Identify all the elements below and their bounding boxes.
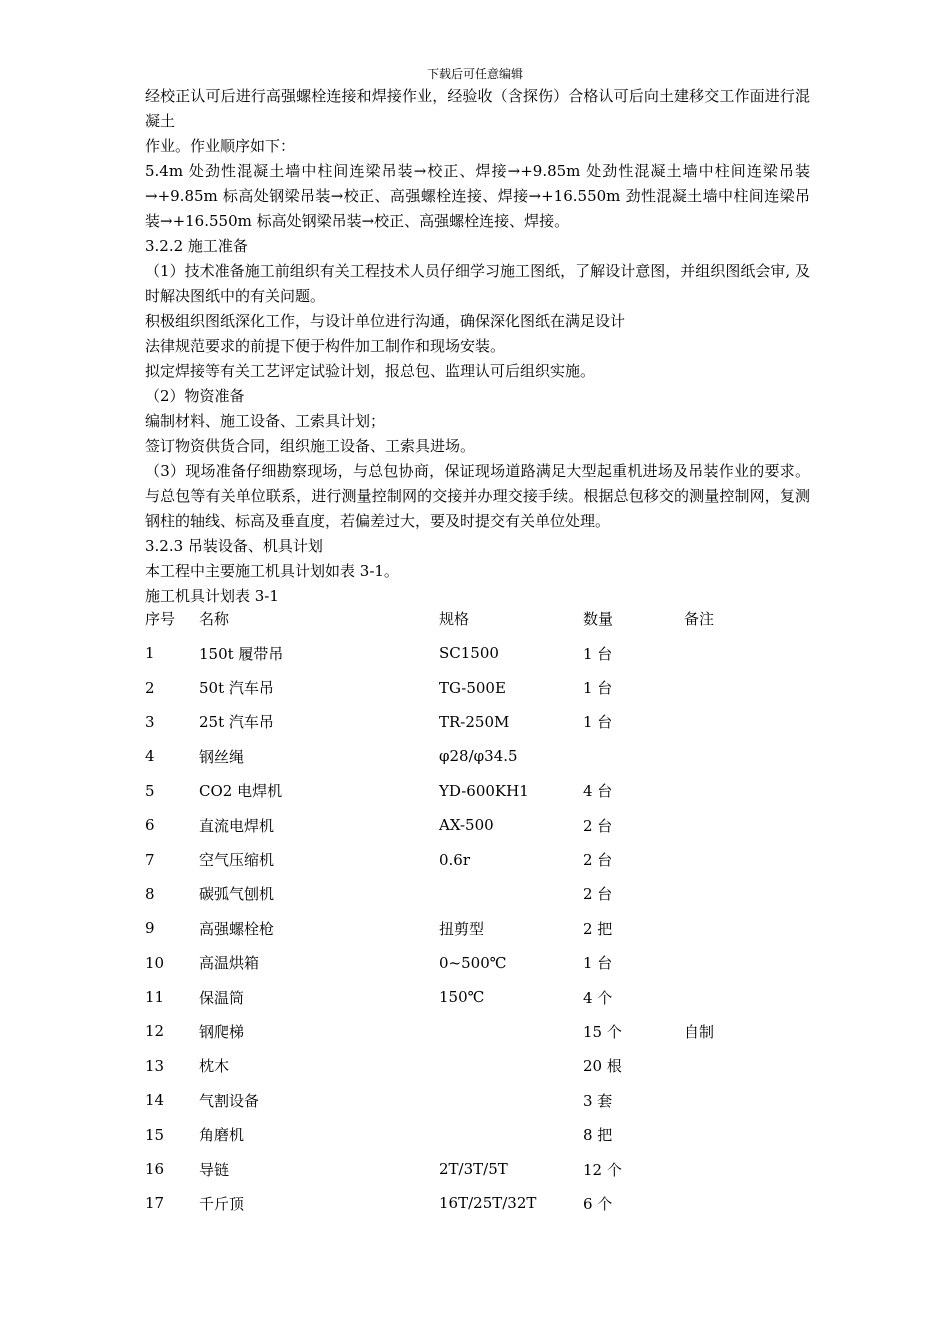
cell-quantity: 6 个 xyxy=(583,1194,613,1213)
header-cell-quantity: 数量 xyxy=(583,609,614,628)
cell-name: CO2 电焊机 xyxy=(199,782,283,801)
table-row xyxy=(145,911,804,945)
cell-remark xyxy=(684,1152,804,1186)
table-row xyxy=(145,1083,804,1117)
table-row xyxy=(145,636,804,670)
cell-remark xyxy=(684,636,804,670)
table-row xyxy=(145,808,804,842)
cell-spec xyxy=(439,1083,583,1117)
cell-spec: YD-600KH1 xyxy=(439,781,529,800)
cell-quantity: 3 套 xyxy=(583,1091,613,1110)
cell-name: 钢丝绳 xyxy=(199,747,245,766)
cell-spec: TG-500E xyxy=(439,678,506,697)
table-row xyxy=(145,1014,804,1048)
cell-spec: SC1500 xyxy=(439,644,499,663)
paragraph: 5.4m 处劲性混凝土墙中柱间连梁吊装→校正、焊接→+9.85m 处劲性混凝土墙中柱间连梁吊装→+9.85m 标高处钢梁吊装→校正、高强螺栓连接、焊接→+16.550m 劲性混凝土墙中柱间连梁吊装→+16.550m 标高处钢梁吊装→校正、高强螺栓连接、焊接。 xyxy=(145,162,810,230)
header-cell-index: 序号 xyxy=(145,609,176,628)
cell-quantity: 20 根 xyxy=(583,1057,622,1076)
cell-spec xyxy=(439,877,583,911)
cell-spec: AX-500 xyxy=(439,816,494,835)
cell-quantity xyxy=(583,739,684,773)
cell-name: 枕木 xyxy=(199,1057,230,1076)
cell-name: 25t 汽车吊 xyxy=(199,713,274,732)
header-cell-name: 名称 xyxy=(199,609,230,628)
paragraph: （1）技术准备施工前组织有关工程技术人员仔细学习施工图纸，了解设计意图，并组织图纸会审, 及时解决图纸中的有关问题。 xyxy=(145,262,810,305)
cell-name: 空气压缩机 xyxy=(199,851,275,870)
cell-remark xyxy=(684,739,804,773)
cell-remark xyxy=(684,842,804,876)
cell-remark xyxy=(684,774,804,808)
cell-quantity: 1 台 xyxy=(583,713,613,732)
cell-index: 6 xyxy=(145,816,155,835)
table-row xyxy=(145,739,804,773)
header-cell-remark: 备注 xyxy=(684,609,715,628)
cell-quantity: 4 个 xyxy=(583,988,613,1007)
cell-spec: φ28/φ34.5 xyxy=(439,747,518,766)
cell-name: 50t 汽车吊 xyxy=(199,679,274,698)
paragraph: 拟定焊接等有关工艺评定试验计划，报总包、监理认可后组织实施。 xyxy=(145,362,596,380)
cell-quantity: 2 把 xyxy=(583,919,613,938)
cell-index: 4 xyxy=(145,747,155,766)
paragraph: 经校正认可后进行高强螺栓连接和焊接作业，经验收（含探伤）合格认可后向土建移交工作面进行混凝土 xyxy=(145,87,810,130)
cell-spec: 0.6r xyxy=(439,850,471,869)
equipment-table xyxy=(145,600,804,1221)
table-row xyxy=(145,946,804,980)
cell-quantity: 1 台 xyxy=(583,644,613,663)
paragraph: （3）现场准备仔细勘察现场，与总包协商，保证现场道路满足大型起重机进场及吊装作业的要求。与总包等有关单位联系，进行测量控制网的交接并办理交接手续。根据总包移交的测量控制网，复测钢柱的轴线、标高及垂直度，若偏差过大，要及时提交有关单位处理。 xyxy=(145,462,810,530)
cell-spec: 16T/25T/32T xyxy=(439,1194,537,1213)
table-row xyxy=(145,842,804,876)
cell-spec xyxy=(439,1014,583,1048)
cell-quantity: 12 个 xyxy=(583,1160,622,1179)
cell-spec: 扭剪型 xyxy=(439,919,485,938)
cell-index: 15 xyxy=(145,1125,165,1144)
cell-remark xyxy=(684,808,804,842)
table-row xyxy=(145,705,804,739)
cell-index: 16 xyxy=(145,1160,165,1179)
cell-spec xyxy=(439,1049,583,1083)
cell-spec xyxy=(439,1117,583,1151)
cell-quantity: 4 台 xyxy=(583,782,613,801)
cell-name: 保温筒 xyxy=(199,988,245,1007)
page-header: 下载后可任意编辑 xyxy=(426,67,523,81)
cell-index: 9 xyxy=(145,919,155,938)
cell-index: 3 xyxy=(145,712,155,731)
cell-index: 5 xyxy=(145,781,155,800)
cell-name: 钢爬梯 xyxy=(199,1022,245,1041)
cell-name: 碳弧气刨机 xyxy=(199,885,275,904)
cell-name: 高温烘箱 xyxy=(199,954,260,973)
cell-name: 150t 履带吊 xyxy=(199,644,284,663)
cell-remark xyxy=(684,980,804,1014)
table-row xyxy=(145,670,804,704)
cell-quantity: 2 台 xyxy=(583,816,613,835)
cell-index: 8 xyxy=(145,884,155,903)
cell-spec: TR-250M xyxy=(439,712,510,731)
cell-index: 13 xyxy=(145,1056,165,1075)
cell-index: 7 xyxy=(145,850,155,869)
table-row xyxy=(145,980,804,1014)
table-row xyxy=(145,774,804,808)
paragraph: 签订物资供货合同，组织施工设备、工索具进场。 xyxy=(145,437,476,455)
paragraph: 本工程中主要施工机具计划如表 3-1。 xyxy=(145,562,399,580)
cell-index: 1 xyxy=(145,644,155,663)
cell-name: 角磨机 xyxy=(199,1126,245,1145)
table-row xyxy=(145,1152,804,1186)
table-caption: 施工机具计划表 3-1 xyxy=(145,587,279,605)
cell-remark: 自制 xyxy=(684,1022,715,1041)
cell-remark xyxy=(684,911,804,945)
section-heading: 3.2.2 施工准备 xyxy=(145,237,248,255)
cell-index: 14 xyxy=(145,1091,165,1110)
cell-remark xyxy=(684,1117,804,1151)
cell-quantity: 2 台 xyxy=(583,851,613,870)
paragraph: 编制材料、施工设备、工索具计划； xyxy=(145,412,386,430)
cell-name: 千斤顶 xyxy=(199,1194,245,1213)
paragraph: 积极组织图纸深化工作，与设计单位进行沟通，确保深化图纸在满足设计 xyxy=(145,312,626,330)
cell-name: 高强螺栓枪 xyxy=(199,919,275,938)
cell-spec: 2T/3T/5T xyxy=(439,1160,508,1179)
cell-remark xyxy=(684,1083,804,1117)
paragraph: （2）物资准备 xyxy=(145,387,245,405)
table-row xyxy=(145,877,804,911)
cell-quantity: 15 个 xyxy=(583,1022,622,1041)
header-cell-spec: 规格 xyxy=(439,609,470,628)
cell-spec: 0~500℃ xyxy=(439,953,507,972)
cell-remark xyxy=(684,1186,804,1220)
cell-quantity: 1 台 xyxy=(583,954,613,973)
cell-index: 11 xyxy=(145,988,165,1007)
table-body xyxy=(145,636,804,1221)
cell-remark xyxy=(684,1049,804,1083)
cell-remark xyxy=(684,877,804,911)
table-row xyxy=(145,1117,804,1151)
cell-index: 17 xyxy=(145,1194,165,1213)
cell-name: 气割设备 xyxy=(199,1091,260,1110)
cell-quantity: 8 把 xyxy=(583,1126,613,1145)
cell-index: 2 xyxy=(145,678,155,697)
cell-index: 12 xyxy=(145,1022,165,1041)
paragraph: 法律规范要求的前提下便于构件加工制作和现场安装。 xyxy=(145,337,506,355)
section-heading: 3.2.3 吊装设备、机具计划 xyxy=(145,537,323,555)
cell-name: 导链 xyxy=(199,1160,230,1179)
cell-remark xyxy=(684,705,804,739)
cell-name: 直流电焊机 xyxy=(199,816,275,835)
cell-spec: 150℃ xyxy=(439,988,485,1007)
table-header-row xyxy=(145,600,804,636)
cell-quantity: 1 台 xyxy=(583,679,613,698)
table-row xyxy=(145,1049,804,1083)
cell-quantity: 2 台 xyxy=(583,885,613,904)
paragraph: 作业。作业顺序如下： xyxy=(145,137,296,155)
cell-remark xyxy=(684,946,804,980)
cell-index: 10 xyxy=(145,953,165,972)
cell-remark xyxy=(684,670,804,704)
body-text xyxy=(145,84,810,609)
table-row xyxy=(145,1186,804,1220)
